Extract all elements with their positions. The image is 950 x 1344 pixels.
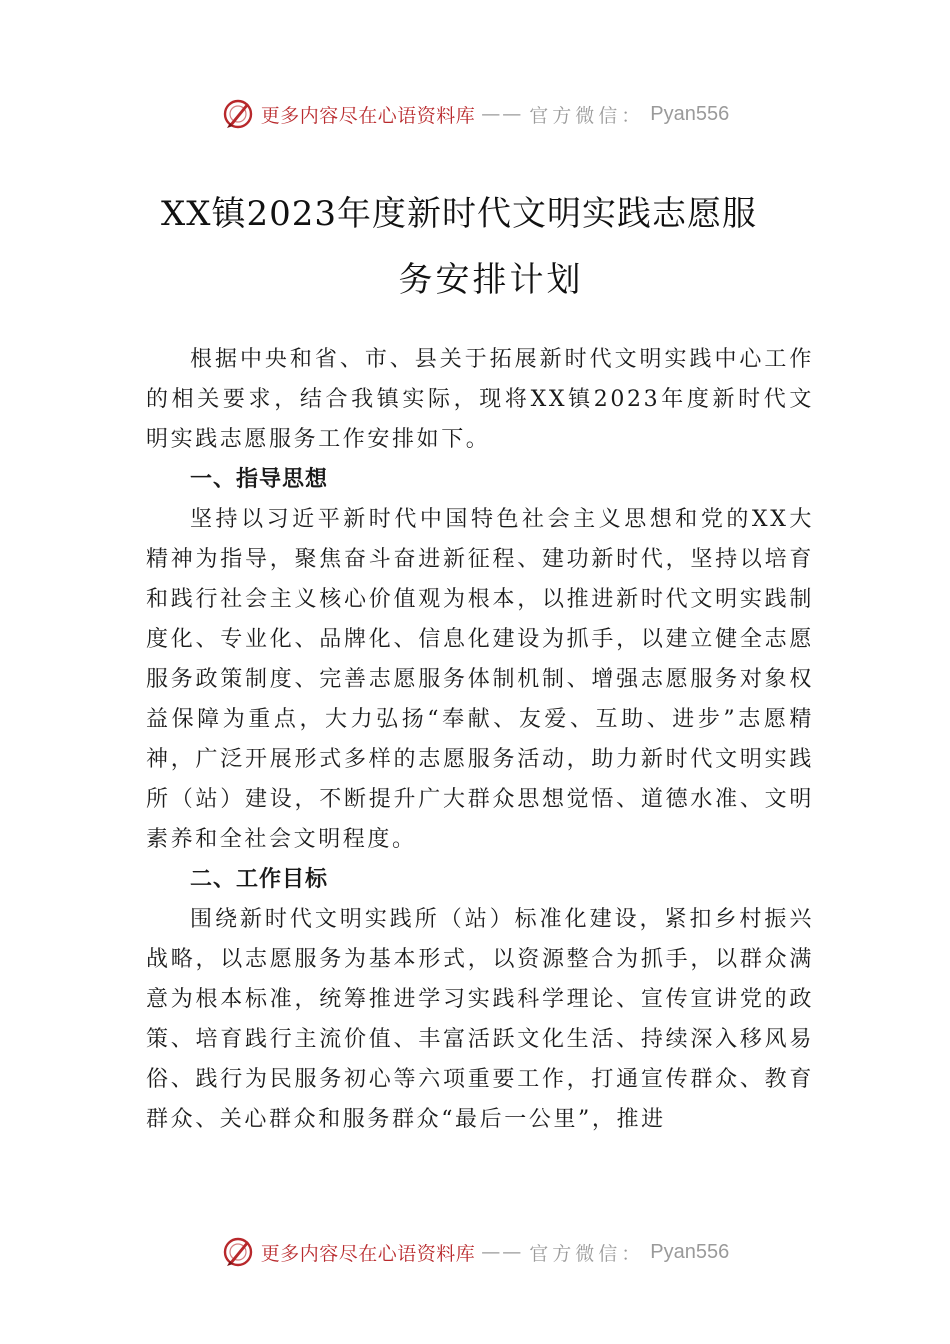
banner-brand-text: 更多内容尽在心语资料库 <box>260 104 476 127</box>
document-title-line2: 务安排计划 <box>398 260 584 300</box>
footer-wechat-id: Pyan556 <box>650 1240 730 1263</box>
footer-separator: —— <box>481 1241 524 1263</box>
section1-paragraph: 坚持以习近平新时代中国特色社会主义思想和党的XX大精神为指导，聚焦奋斗奋进新征程、建功新时代，坚持以培育和践行社会主义核心价值观为根本，以推进新时代文明实践制度化、专业化、品牌化、信息化建设为抓手，以建立健全志愿服务政策制度、完善志愿服务体制机制、增强志愿服务对象权益保障为重点，大力弘扬“奉献、友爱、互助、进步”志愿精神，广泛开展形式多样的志愿服务活动，助力新时代文明实践所（站）建设，不断提升广大群众思想觉悟、道德水准、文明素养和全社会文明程度。 <box>146 507 814 852</box>
banner-wechat-id: Pyan556 <box>650 102 730 125</box>
quill-pen-logo-icon <box>221 1235 255 1269</box>
footer-brand-text: 更多内容尽在心语资料库 <box>260 1242 476 1265</box>
quill-pen-logo-icon <box>221 97 255 131</box>
banner-wechat-label: 官方微信： <box>529 104 645 127</box>
intro-paragraph: 根据中央和省、市、县关于拓展新时代文明实践中心工作的相关要求，结合我镇实际，现将XX镇2023年度新时代文明实践志愿服务工作安排如下。 <box>146 347 814 452</box>
footer-watermark-banner <box>0 1232 950 1272</box>
document-title-line1: XX镇2023年度新时代文明实践志愿服 <box>161 194 757 234</box>
header-watermark-banner <box>0 94 950 134</box>
section1-heading: 一、指导思想 <box>190 467 329 492</box>
section2-paragraph: 围绕新时代文明实践所（站）标准化建设，紧扣乡村振兴战略，以志愿服务为基本形式，以资源整合为抓手，以群众满意为根本标准，统筹推进学习实践科学理论、宣传宣讲党的政策、培育践行主流价值、丰富活跃文化生活、持续深入移风易俗、践行为民服务初心等六项重要工作，打通宣传群众、教育群众、关心群众和服务群众“最后一公里”，推进 <box>146 907 814 1132</box>
footer-wechat-label: 官方微信： <box>529 1242 645 1265</box>
banner-separator: —— <box>481 103 524 125</box>
section2-heading: 二、工作目标 <box>190 867 329 892</box>
document-body <box>146 340 814 1140</box>
